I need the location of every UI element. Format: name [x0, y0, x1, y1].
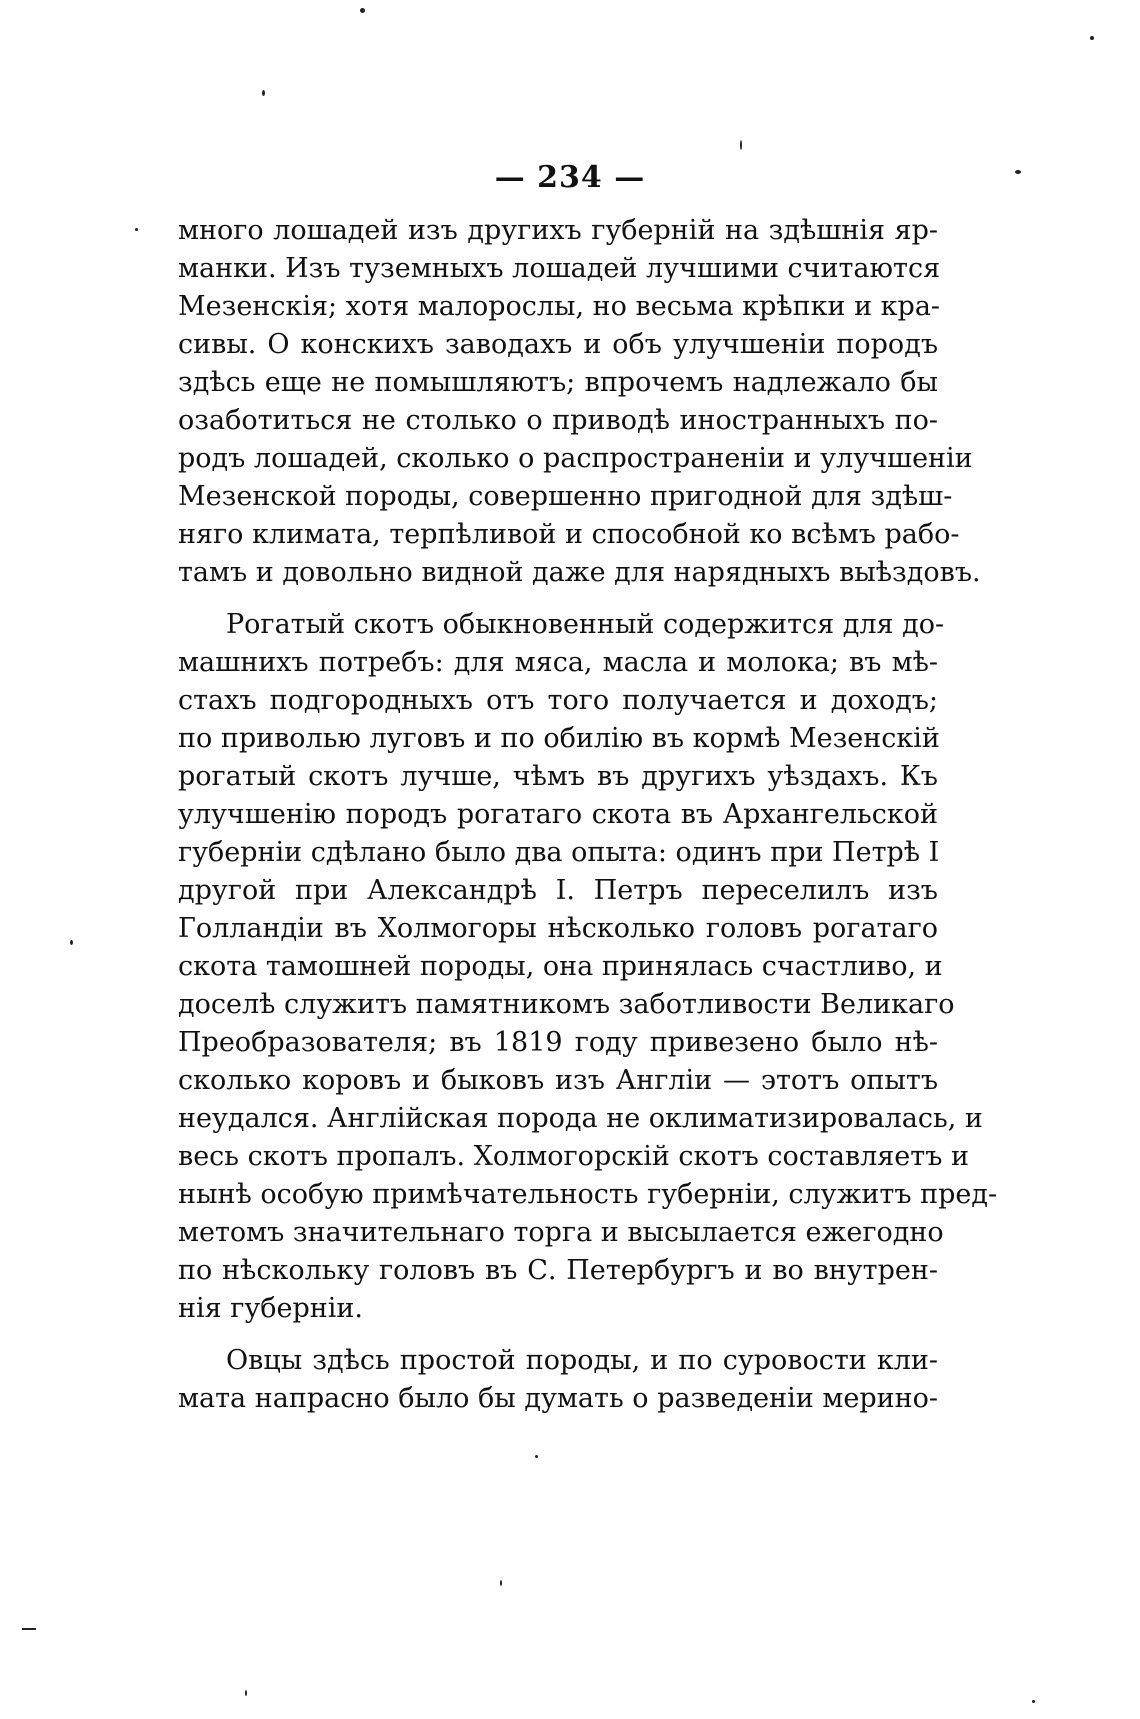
- paragraph-2: [178, 606, 998, 1328]
- text-line: рогатый скотъ лучше, чѣмъ въ другихъ уѣздахъ. Къ: [178, 761, 938, 792]
- text-line: Голландіи въ Холмогоры нѣсколько головъ рогатаго: [178, 913, 938, 944]
- text-line: машнихъ потребъ: для мяса, масла и молока; въ мѣ-: [178, 647, 938, 678]
- text-line: нія губерніи.: [178, 1293, 364, 1324]
- text-line: скота тамошней породы, она принялась счастливо, и: [178, 951, 943, 982]
- text-line: сивы. О конскихъ заводахъ и объ улучшеніи породъ: [178, 329, 938, 360]
- text-line: Овцы здѣсь простой породы, и по суровости кли-: [226, 1345, 938, 1376]
- text-line: сколько коровъ и быковъ изъ Англіи — этотъ опытъ: [178, 1065, 938, 1096]
- scan-speck: [135, 228, 138, 231]
- page-number: — 234 —: [494, 160, 646, 195]
- scan-speck: [535, 1455, 538, 1458]
- scan-speck: [1090, 36, 1094, 40]
- text-line: улучшенію породъ рогатаго скота въ Архангельской: [178, 799, 938, 830]
- paragraph-gap: [178, 1328, 938, 1342]
- text-line: тамъ и довольно видной даже для нарядныхъ выѣздовъ.: [178, 557, 981, 588]
- text-line: озаботиться не столько о приводѣ иностранныхъ по-: [178, 405, 938, 436]
- text-line: весь скотъ пропалъ. Холмогорскій скотъ составляетъ и: [178, 1141, 969, 1172]
- text-line: доселѣ служитъ памятникомъ заботливости Великаго: [178, 989, 955, 1020]
- text-line: Мезенскія; хотя малорослы, но весьма крѣпки и кра-: [178, 291, 941, 322]
- text-line: губерніи сдѣлано было два опыта: одинъ при Петрѣ I: [178, 837, 940, 868]
- text-line: Мезенской породы, совершенно пригодной для здѣш-: [178, 481, 953, 512]
- scan-speck: [262, 90, 265, 96]
- text-line: здѣсь еще не помышляютъ; впрочемъ надлежало бы: [178, 367, 938, 398]
- text-line: другой при Александрѣ I. Петръ переселилъ изъ: [178, 875, 938, 906]
- text-line: стахъ подгородныхъ отъ того получается и доходъ;: [178, 685, 938, 716]
- text-line: по приволью луговъ и по обилію въ кормѣ Мезенскій: [178, 723, 940, 754]
- text-line: по нѣскольку головъ въ С. Петербургъ и во внутрен-: [178, 1255, 938, 1286]
- scan-speck: [22, 1628, 36, 1630]
- scan-speck: [500, 1580, 502, 1586]
- text-line: Рогатый скотъ обыкновенный содержится для до-: [226, 609, 945, 640]
- paragraph-1: [178, 212, 981, 592]
- text-line: неудался. Англійская порода не оклиматизировалась, и: [178, 1103, 983, 1134]
- scan-speck: [70, 940, 73, 945]
- text-line: манки. Изъ туземныхъ лошадей лучшими считаются: [178, 253, 941, 284]
- text-line: родъ лошадей, сколько о распространеніи и улучшеніи: [178, 443, 973, 474]
- scan-speck: [360, 8, 365, 13]
- scan-speck: [1032, 1700, 1035, 1703]
- scan-speck: [740, 140, 742, 150]
- text-line: много лошадей изъ другихъ губерній на здѣшнія яр-: [178, 215, 938, 246]
- scan-speck: [1015, 170, 1021, 174]
- text-line: метомъ значительнаго торга и высылается ежегодно: [178, 1217, 944, 1248]
- text-line: няго климата, терпѣливой и способной ко всѣмъ рабо-: [178, 519, 960, 550]
- text-line: Преобразователя; въ 1819 году привезено было нѣ-: [178, 1027, 938, 1058]
- text-line: мата напрасно было бы думать о разведеніи мерино-: [178, 1383, 938, 1414]
- paragraph-gap: [178, 592, 938, 606]
- body-text: [178, 212, 998, 1418]
- paragraph-3: [178, 1342, 938, 1418]
- scan-speck: [245, 1690, 247, 1696]
- text-line: нынѣ особую примѣчательность губерніи, служитъ пред-: [178, 1179, 998, 1210]
